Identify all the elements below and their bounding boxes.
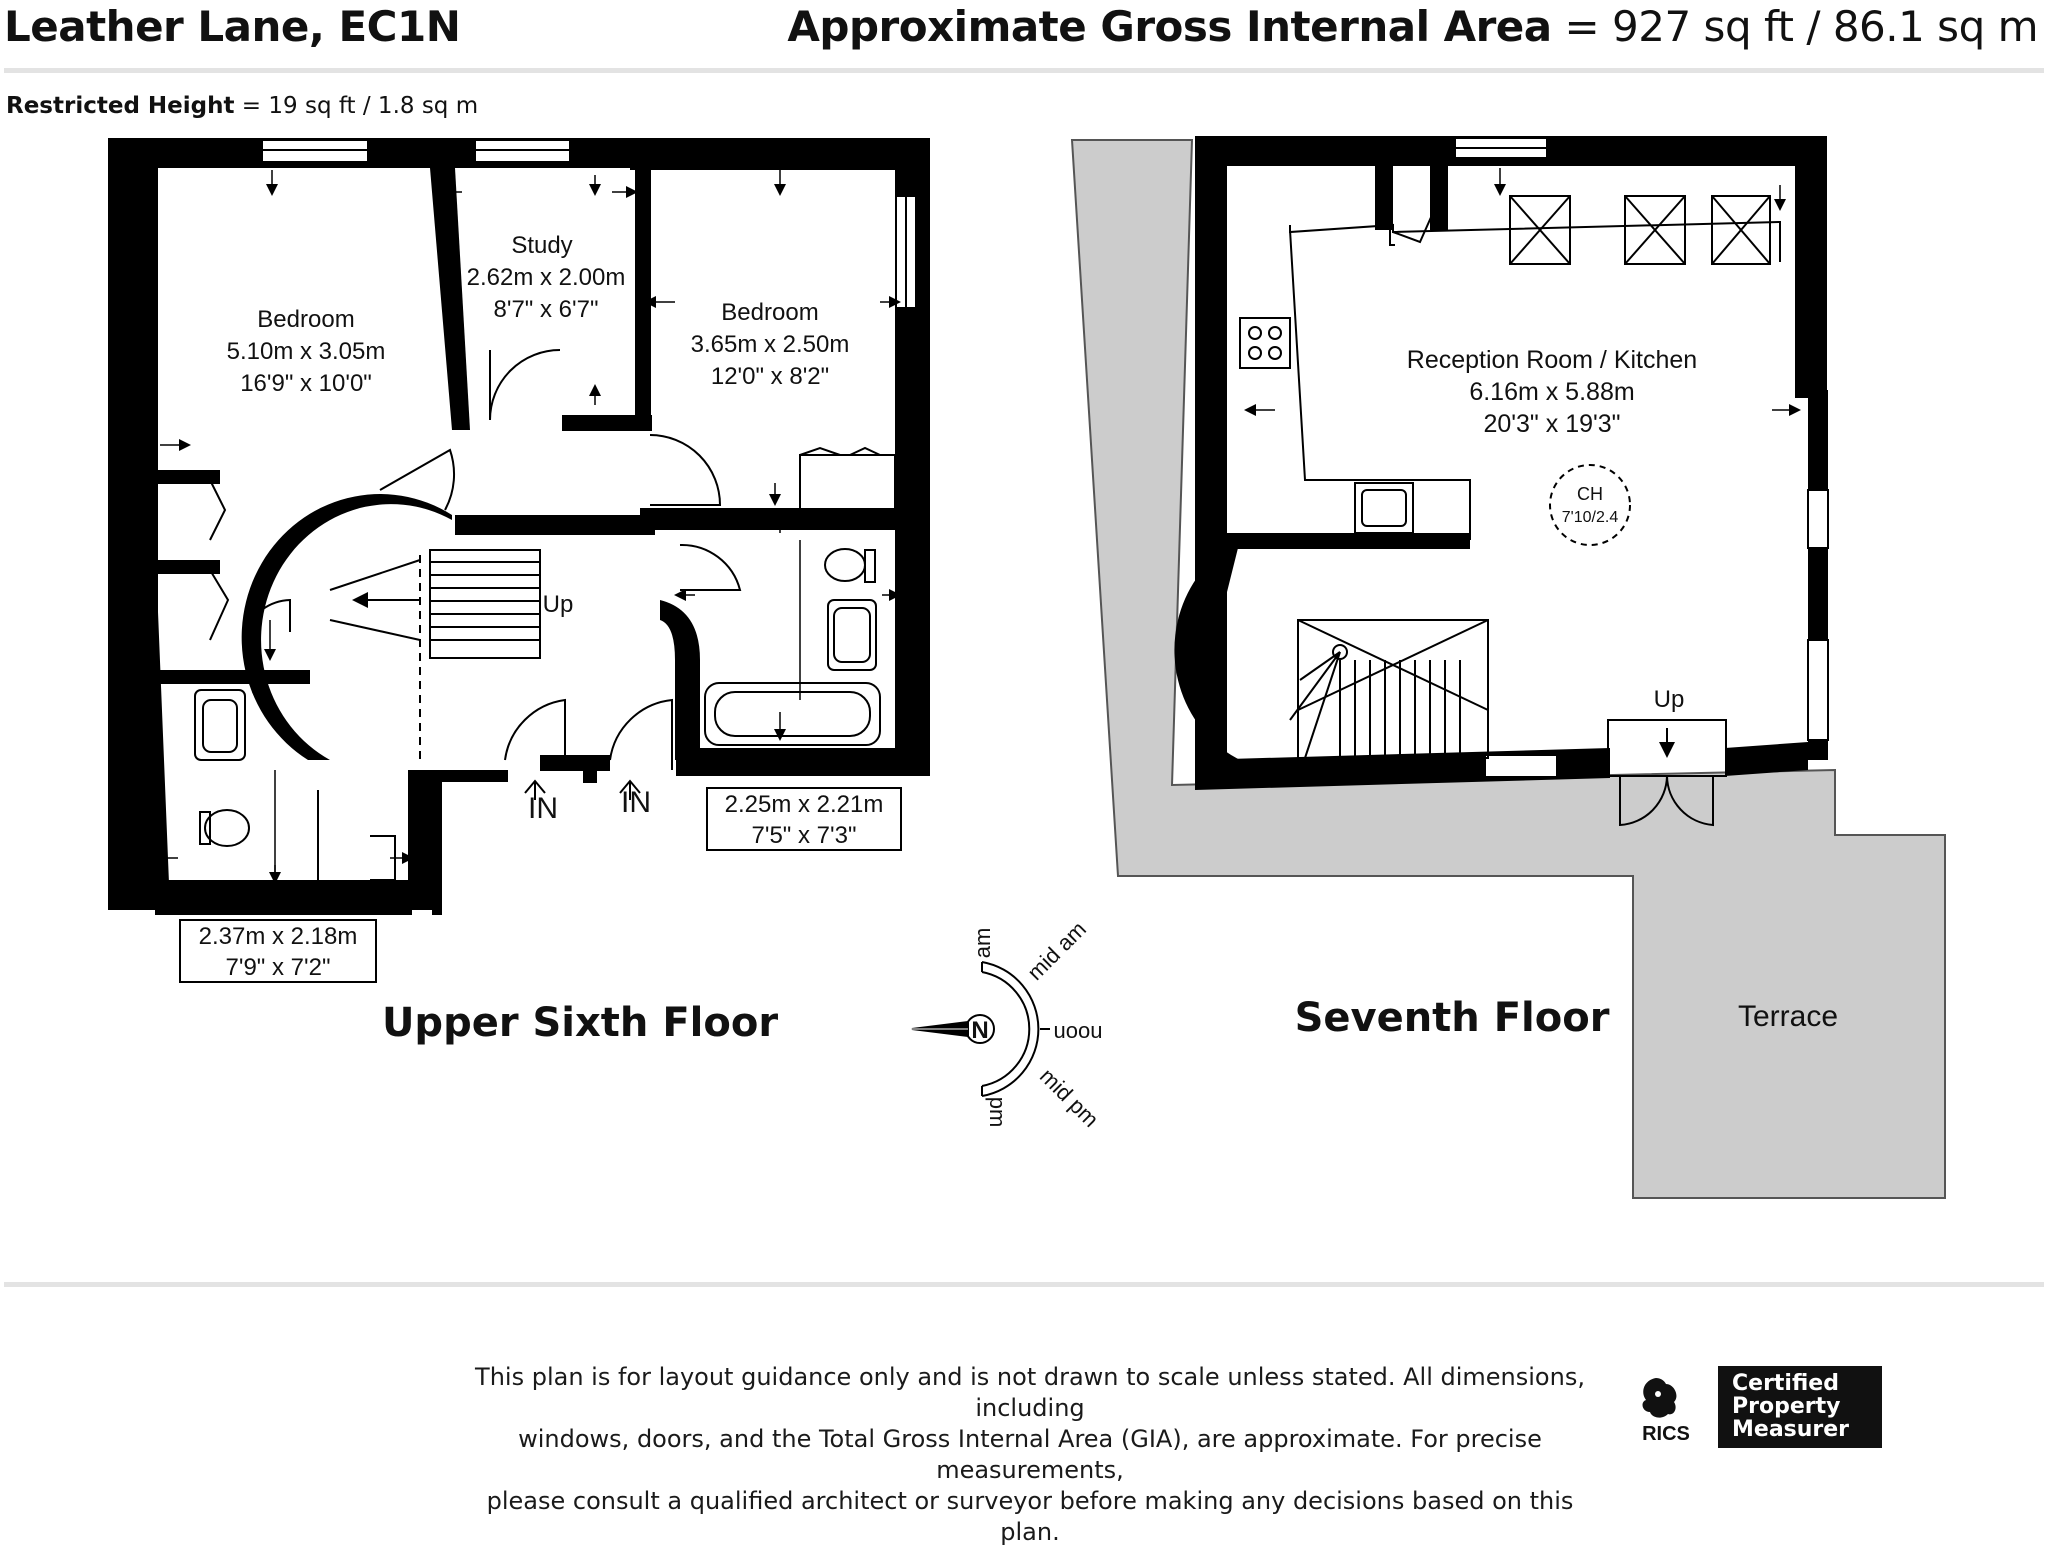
badge-line: Property [1732,1394,1841,1419]
ceiling-height-label: CH [1577,484,1603,504]
upper-sixth-stairs [330,550,540,760]
bath-right-imperial: 7'5" x 7'3" [751,822,857,849]
study-imperial: 8'7" x 6'7" [493,296,599,323]
reception-imperial: 20'3" x 19'3" [1483,410,1621,438]
restricted-height-value: = 19 sq ft / 1.8 sq m [241,93,479,119]
terrace-label: Terrace [1737,1000,1839,1033]
seventh-stairs-label: Up [1653,686,1685,713]
door-swing [490,350,560,420]
skylight [1510,196,1770,264]
window [1485,755,1557,777]
upper-bedroom1-name: Bedroom [257,306,355,333]
compass-north-label: N [971,1017,989,1044]
upper-bedroom1-imperial: 16'9" x 10'0" [240,370,372,397]
restricted-height-label: Restricted Height [6,93,235,119]
upper-bedroom2-metric: 3.65m x 2.50m [690,331,850,358]
reception-name: Reception Room / Kitchen [1406,346,1698,374]
badge-line: Certified [1732,1371,1839,1396]
reception-metric: 6.16m x 5.88m [1469,378,1635,406]
gross-area-label: Approximate Gross Internal Area [787,2,1552,51]
ceiling-height-value: 7'10/2.4 [1561,509,1619,526]
compass-label-pm: pm [985,1096,1010,1128]
seventh-floor-title: Seventh Floor [1294,995,1610,1041]
door-swing [650,435,720,505]
door-swing [610,700,672,770]
hob-icon [1240,318,1290,368]
seventh-floor-stairs [1290,620,1488,758]
footer-divider [4,1282,2044,1287]
cupboard-door [1393,215,1432,242]
bath-left-metric: 2.37m x 2.18m [198,923,358,950]
door-swing [680,545,740,590]
bathroom-right-fixtures [705,549,880,745]
gross-area-value: = 927 sq ft / 86.1 sq m [1564,2,2038,51]
upper-bedroom1-metric: 5.10m x 3.05m [226,338,386,365]
study-metric: 2.62m x 2.00m [466,264,626,291]
study-name: Study [511,232,573,259]
rics-lion-icon [1622,1372,1706,1446]
upper-bedroom2-name: Bedroom [721,299,819,326]
disclaimer [470,1362,1590,1548]
bath-right-metric: 2.25m x 2.21m [724,791,884,818]
disclaimer-line: please consult a qualified architect or surveyor before making any decisions based on this plan. [486,1487,1574,1546]
compass-label-mid-pm: mid pm [1034,1063,1104,1133]
bathroom-left-fixtures [195,690,395,880]
certified-property-measurer-badge [1718,1366,1882,1448]
disclaimer-line: This plan is for layout guidance only and is not drawn to scale unless stated. All dimensions, including [475,1363,1585,1422]
sink-icon [1355,483,1413,533]
upper-sixth-floor-title: Upper Sixth Floor [381,1000,779,1046]
entry-label-2: IN [621,786,651,819]
kitchen-counter [1290,222,1780,262]
window [1808,490,1828,548]
bath-left-imperial: 7'9" x 7'2" [225,954,331,981]
window [1808,640,1828,740]
badge-line: Measurer [1732,1417,1850,1442]
compass-label-noon: noon [1053,1021,1103,1046]
upper-bedroom2-imperial: 12'0" x 8'2" [710,363,830,390]
compass-label-mid-am: mid am [1022,916,1092,986]
upper-stairs-label: Up [542,591,574,618]
compass-label-am: am [970,927,995,959]
disclaimer-line: windows, doors, and the Total Gross Internal Area (GIA), are approximate. For precise measurements, [518,1425,1542,1484]
address-title: Leather Lane, EC1N [4,2,461,51]
rics-wordmark: RICS [1642,1423,1690,1445]
entry-label-1: IN [528,792,558,825]
ceiling-height-marker [1550,465,1630,545]
seventh-floor-walls [1174,136,1828,790]
entry-post [584,760,596,782]
